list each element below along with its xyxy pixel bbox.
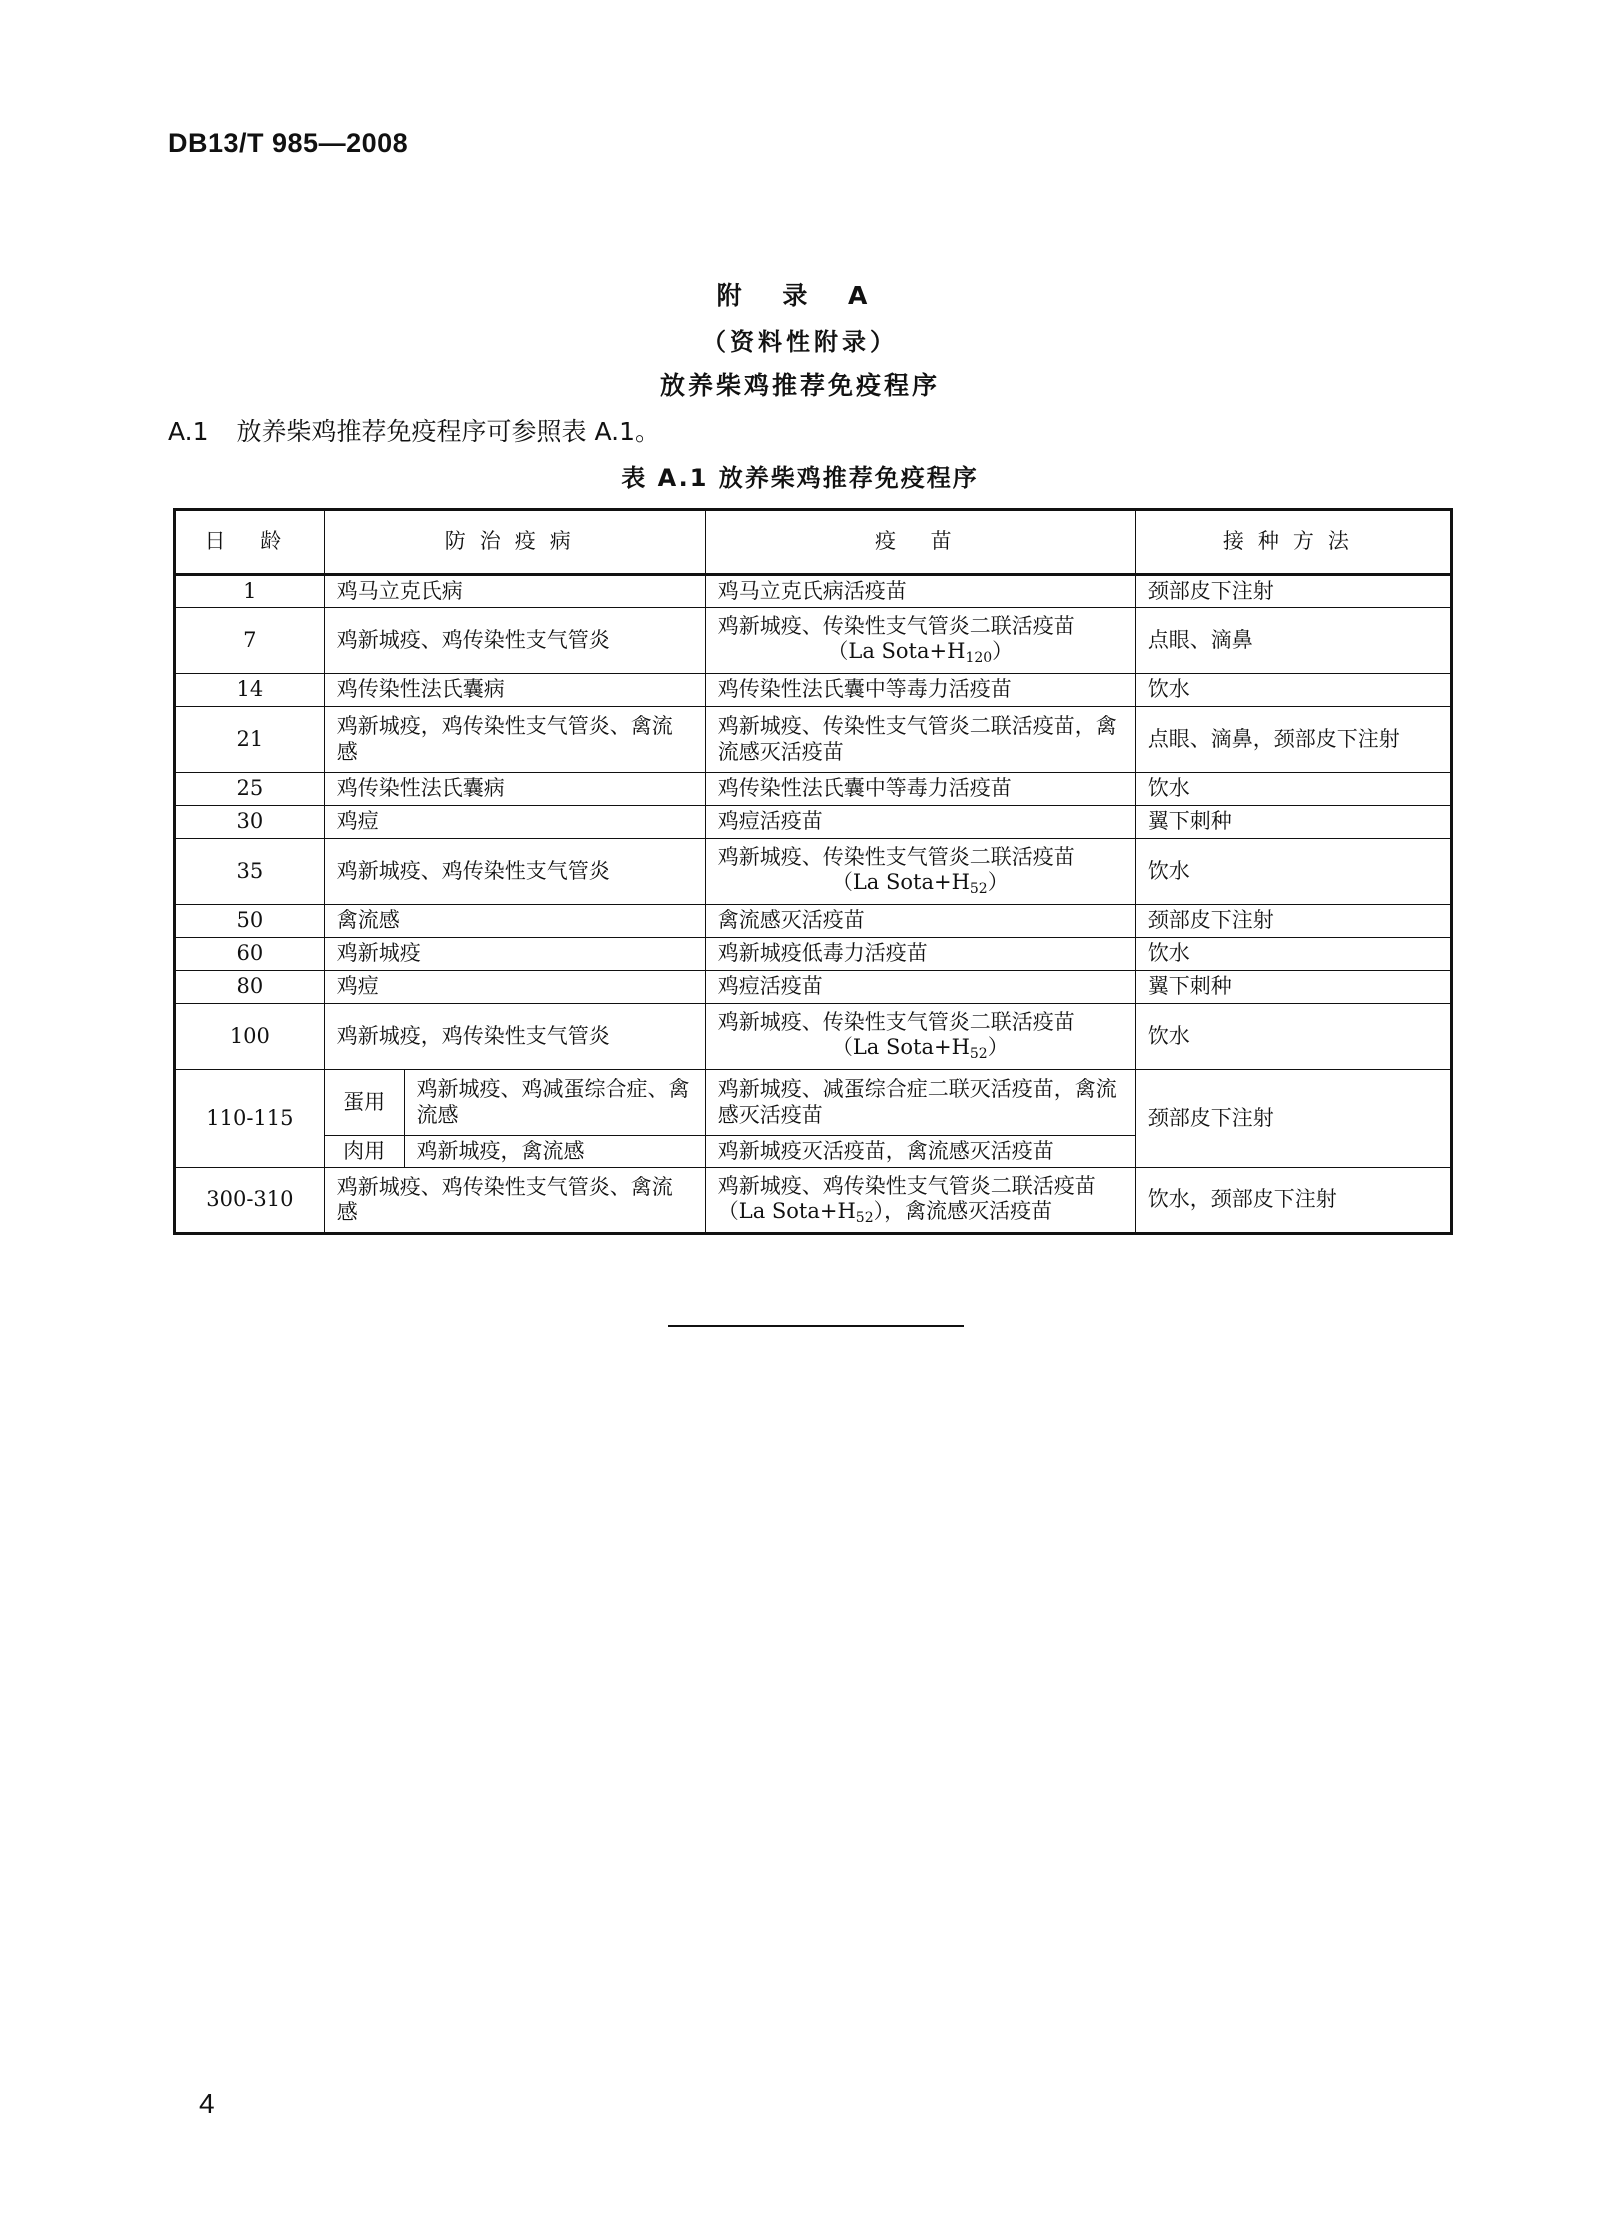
cell-method: 饮水，颈部皮下注射 bbox=[1135, 1168, 1451, 1234]
cell-day: 60 bbox=[175, 938, 325, 971]
paragraph-a1 bbox=[168, 412, 660, 448]
cell-disease: 鸡新城疫、鸡传染性支气管炎 bbox=[324, 608, 705, 674]
cell-day: 110-115 bbox=[175, 1070, 325, 1168]
document-id: DB13/T 985—2008 bbox=[168, 128, 409, 158]
cell-vaccine bbox=[705, 839, 1135, 905]
cell-disease: 鸡痘 bbox=[324, 806, 705, 839]
cell-day: 14 bbox=[175, 674, 325, 707]
table-row bbox=[175, 608, 1452, 674]
cell-vaccine bbox=[705, 608, 1135, 674]
cell-disease: 鸡痘 bbox=[324, 971, 705, 1004]
paragraph-text: 放养柴鸡推荐免疫程序可参照表 A.1。 bbox=[236, 417, 660, 446]
vaccine-text: 禽流感灭活疫苗 bbox=[717, 908, 865, 933]
table-row bbox=[175, 806, 1452, 839]
table-row bbox=[175, 1004, 1452, 1070]
vaccine-text: 鸡新城疫、传染性支气管炎二联活疫苗 bbox=[717, 845, 1075, 869]
cell-vaccine bbox=[705, 938, 1135, 971]
table-header-row bbox=[175, 510, 1452, 575]
table-row bbox=[175, 905, 1452, 938]
cell-disease: 鸡传染性法氏囊病 bbox=[324, 674, 705, 707]
cell-day: 25 bbox=[175, 773, 325, 806]
strain-subscript: 52 bbox=[969, 1046, 988, 1063]
table-row bbox=[175, 1168, 1452, 1234]
appendix-subtitle: （资料性附录） bbox=[702, 328, 898, 356]
vaccine-strain-line: （La Sota+H120） bbox=[827, 639, 1014, 667]
paragraph-number: A.1 bbox=[168, 417, 209, 446]
vaccine-text: 鸡新城疫、鸡传染性支气管炎二联活疫苗（La Sota+H bbox=[717, 1173, 1096, 1223]
vaccine-strain-line: （La Sota+H52） bbox=[831, 1035, 1009, 1063]
strain-subscript: 52 bbox=[969, 881, 988, 898]
cell-day: 35 bbox=[175, 839, 325, 905]
vaccine-strain: La Sota+H bbox=[852, 1035, 970, 1060]
header-day: 日 龄 bbox=[175, 510, 325, 575]
header-method: 接种方法 bbox=[1135, 510, 1451, 575]
cell-vaccine bbox=[705, 674, 1135, 707]
cell-disease: 鸡新城疫、鸡减蛋综合症、禽流感 bbox=[404, 1070, 705, 1136]
cell-disease: 鸡马立克氏病 bbox=[324, 575, 705, 608]
cell-vaccine bbox=[705, 1168, 1135, 1234]
cell-method: 颈部皮下注射 bbox=[1135, 1070, 1451, 1168]
cell-vaccine bbox=[705, 1004, 1135, 1070]
table-row bbox=[175, 938, 1452, 971]
vaccine-text-end: ），禽流感灭活疫苗 bbox=[873, 1198, 1053, 1223]
table-row bbox=[175, 707, 1452, 773]
cell-method: 颈部皮下注射 bbox=[1135, 575, 1451, 608]
cell-sub-type: 肉用 bbox=[324, 1136, 404, 1168]
cell-disease: 禽流感 bbox=[324, 905, 705, 938]
vaccine-strain: La Sota+H bbox=[848, 639, 966, 664]
cell-vaccine bbox=[705, 707, 1135, 773]
cell-vaccine: 鸡新城疫灭活疫苗，禽流感灭活疫苗 bbox=[705, 1136, 1135, 1168]
table-row bbox=[175, 1070, 1452, 1136]
page-number: 4 bbox=[199, 2088, 215, 2119]
vaccine-text: 鸡传染性法氏囊中等毒力活疫苗 bbox=[717, 677, 1012, 702]
strain-subscript: 52 bbox=[855, 1209, 874, 1226]
end-rule bbox=[668, 1325, 964, 1327]
cell-disease: 鸡传染性法氏囊病 bbox=[324, 773, 705, 806]
cell-vaccine bbox=[705, 575, 1135, 608]
cell-day: 100 bbox=[175, 1004, 325, 1070]
vaccine-text: 鸡新城疫、传染性支气管炎二联活疫苗 bbox=[717, 614, 1075, 638]
cell-vaccine bbox=[705, 773, 1135, 806]
vaccine-text: 鸡新城疫低毒力活疫苗 bbox=[717, 941, 928, 966]
cell-method: 颈部皮下注射 bbox=[1135, 905, 1451, 938]
table-row bbox=[175, 575, 1452, 608]
vaccine-text: 鸡传染性法氏囊中等毒力活疫苗 bbox=[717, 776, 1012, 801]
vaccine-strain: La Sota+H bbox=[852, 870, 970, 895]
vaccine-text: 鸡痘活疫苗 bbox=[717, 809, 823, 834]
cell-method: 饮水 bbox=[1135, 1004, 1451, 1070]
table-caption: 表 A.1 放养柴鸡推荐免疫程序 bbox=[621, 464, 979, 492]
table-row bbox=[175, 971, 1452, 1004]
cell-vaccine bbox=[705, 806, 1135, 839]
cell-vaccine: 鸡新城疫、减蛋综合症二联灭活疫苗，禽流感灭活疫苗 bbox=[705, 1070, 1135, 1136]
appendix-name: 放养柴鸡推荐免疫程序 bbox=[659, 371, 940, 400]
cell-day: 300-310 bbox=[175, 1168, 325, 1234]
cell-disease: 鸡新城疫、鸡传染性支气管炎、禽流感 bbox=[324, 1168, 705, 1234]
vaccine-text: 鸡新城疫、传染性支气管炎二联活疫苗 bbox=[717, 1010, 1075, 1034]
cell-disease: 鸡新城疫、鸡传染性支气管炎 bbox=[324, 839, 705, 905]
cell-day: 7 bbox=[175, 608, 325, 674]
cell-day: 21 bbox=[175, 707, 325, 773]
header-disease: 防治疫病 bbox=[324, 510, 705, 575]
cell-disease: 鸡新城疫，鸡传染性支气管炎、禽流感 bbox=[324, 707, 705, 773]
cell-day: 1 bbox=[175, 575, 325, 608]
appendix-title: 附 录 A bbox=[716, 281, 884, 310]
cell-method: 翼下刺种 bbox=[1135, 806, 1451, 839]
vaccine-text: 鸡新城疫、传染性支气管炎二联活疫苗，禽流感灭活疫苗 bbox=[717, 714, 1117, 764]
cell-disease: 鸡新城疫，鸡传染性支气管炎 bbox=[324, 1004, 705, 1070]
cell-method: 饮水 bbox=[1135, 773, 1451, 806]
immunization-table bbox=[173, 508, 1453, 1235]
cell-method: 点眼、滴鼻，颈部皮下注射 bbox=[1135, 707, 1451, 773]
strain-subscript: 120 bbox=[965, 650, 993, 667]
cell-method: 点眼、滴鼻 bbox=[1135, 608, 1451, 674]
table-row bbox=[175, 773, 1452, 806]
header-vaccine: 疫 苗 bbox=[705, 510, 1135, 575]
cell-method: 饮水 bbox=[1135, 839, 1451, 905]
cell-method: 饮水 bbox=[1135, 674, 1451, 707]
cell-vaccine bbox=[705, 971, 1135, 1004]
cell-sub-type: 蛋用 bbox=[324, 1070, 404, 1136]
table-row bbox=[175, 839, 1452, 905]
cell-vaccine bbox=[705, 905, 1135, 938]
cell-day: 30 bbox=[175, 806, 325, 839]
vaccine-text: 鸡马立克氏病活疫苗 bbox=[717, 578, 907, 603]
vaccine-text: 鸡痘活疫苗 bbox=[717, 974, 823, 999]
vaccine-strain-line: （La Sota+H52） bbox=[831, 870, 1009, 898]
cell-disease: 鸡新城疫，禽流感 bbox=[404, 1136, 705, 1168]
table-row bbox=[175, 674, 1452, 707]
cell-method: 翼下刺种 bbox=[1135, 971, 1451, 1004]
cell-disease: 鸡新城疫 bbox=[324, 938, 705, 971]
cell-day: 80 bbox=[175, 971, 325, 1004]
cell-method: 饮水 bbox=[1135, 938, 1451, 971]
cell-day: 50 bbox=[175, 905, 325, 938]
